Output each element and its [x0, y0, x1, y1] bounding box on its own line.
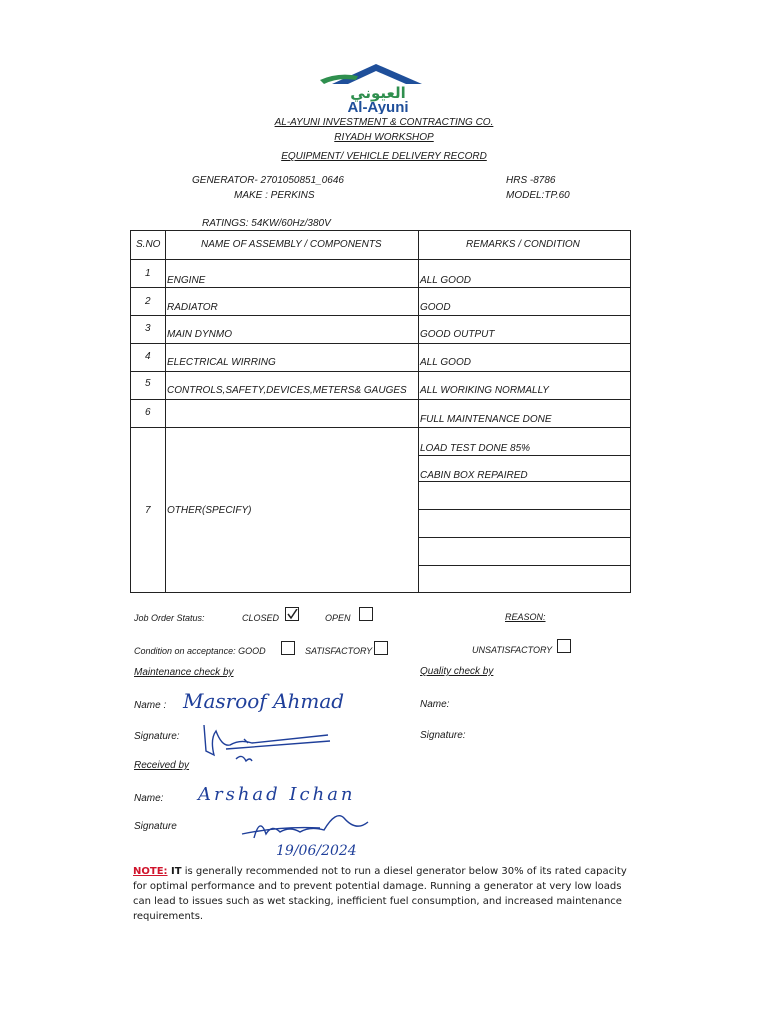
- header-component: NAME OF ASSEMBLY / COMPONENTS: [201, 239, 382, 250]
- open-checkbox[interactable]: [359, 607, 373, 621]
- header-remarks: REMARKS / CONDITION: [466, 239, 580, 250]
- row-component: ENGINE: [167, 275, 206, 286]
- maintenance-name-label: Name :: [134, 700, 167, 711]
- row-sno: 3: [145, 323, 151, 334]
- logo-latin-text: Al-Ayuni: [347, 99, 409, 114]
- unsatisfactory-checkbox[interactable]: [557, 639, 571, 653]
- header-sno: S.NO: [136, 239, 161, 250]
- received-signature-label: Signature: [134, 821, 177, 832]
- check-icon: [286, 609, 298, 621]
- row-sno: 2: [145, 296, 151, 307]
- row-sno: 5: [145, 378, 151, 389]
- job-order-label: Job Order Status:: [134, 613, 205, 623]
- row-remark: FULL MAINTENANCE DONE: [420, 414, 552, 425]
- generator-id: GENERATOR- 2701050851_0646: [192, 175, 344, 186]
- received-date-handwritten: 19/06/2024: [276, 843, 357, 859]
- reason-label: REASON:: [505, 612, 546, 622]
- maintenance-signature: [200, 719, 335, 767]
- good-checkbox[interactable]: [281, 641, 295, 655]
- unsatisfactory-label: UNSATISFACTORY: [472, 645, 553, 655]
- other-remark: CABIN BOX REPAIRED: [420, 470, 528, 481]
- maintenance-signature-label: Signature:: [134, 731, 180, 742]
- quality-name-label: Name:: [420, 699, 450, 710]
- received-name-label: Name:: [134, 793, 164, 804]
- row-component: CONTROLS,SAFETY,DEVICES,METERS& GAUGES: [167, 385, 407, 396]
- generator-hours: HRS -8786: [506, 175, 556, 186]
- company-logo: [318, 62, 438, 114]
- row-sno: 4: [145, 351, 151, 362]
- record-title: EQUIPMENT/ VEHICLE DELIVERY RECORD: [281, 151, 487, 162]
- maintenance-check-label: Maintenance check by: [134, 667, 234, 678]
- generator-model: MODEL:TP.60: [506, 190, 570, 201]
- row-sno: 7: [145, 505, 151, 516]
- satisfactory-checkbox[interactable]: [374, 641, 388, 655]
- received-signature: [240, 808, 380, 844]
- received-by-label: Received by: [134, 760, 190, 771]
- row-sno: 1: [145, 268, 151, 279]
- workshop-name: RIYADH WORKSHOP: [334, 132, 434, 143]
- row-sno: 6: [145, 407, 151, 418]
- row-component: RADIATOR: [167, 302, 218, 313]
- note-label: NOTE:: [133, 866, 168, 877]
- satisfactory-label: SATISFACTORY: [305, 646, 373, 656]
- open-label: OPEN: [325, 613, 351, 623]
- row-remark: GOOD: [420, 302, 451, 313]
- row-remark: ALL GOOD: [420, 275, 471, 286]
- row-remark: ALL GOOD: [420, 357, 471, 368]
- row-remark: GOOD OUTPUT: [420, 329, 495, 340]
- row-remark: ALL WORIKING NORMALLY: [420, 385, 549, 396]
- row-component: ELECTRICAL WIRRING: [167, 357, 276, 368]
- note-text: is generally recommended not to run a diesel generator below 30% of its rated capacity for optimal performance and to prevent potential damage. Running a generator at very low loads can lead to issues such as wet stacking, inefficient fuel consumption, and increased maintenance requirements.: [133, 866, 627, 922]
- quality-signature-label: Signature:: [420, 730, 466, 741]
- row-component: OTHER(SPECIFY): [167, 505, 252, 516]
- generator-ratings: RATINGS: 54KW/60Hz/380V: [202, 218, 331, 229]
- note-lead: IT: [167, 866, 182, 877]
- quality-check-label: Quality check by: [420, 666, 494, 677]
- note-paragraph: [133, 864, 633, 924]
- row-component: MAIN DYNMO: [167, 329, 232, 340]
- company-name: AL-AYUNI INVESTMENT & CONTRACTING CO.: [274, 117, 494, 128]
- other-remark: LOAD TEST DONE 85%: [420, 443, 531, 454]
- generator-make: MAKE : PERKINS: [234, 190, 315, 201]
- components-table: [130, 230, 631, 593]
- logo-arabic-text: العيوني: [350, 84, 406, 102]
- maintenance-name-handwritten: Masroof Ahmad: [183, 689, 345, 713]
- closed-label: CLOSED: [242, 613, 280, 623]
- condition-label: Condition on acceptance: GOOD: [134, 646, 266, 656]
- closed-checkbox[interactable]: [285, 607, 299, 621]
- received-name-handwritten: Arshad Ichan: [198, 784, 356, 805]
